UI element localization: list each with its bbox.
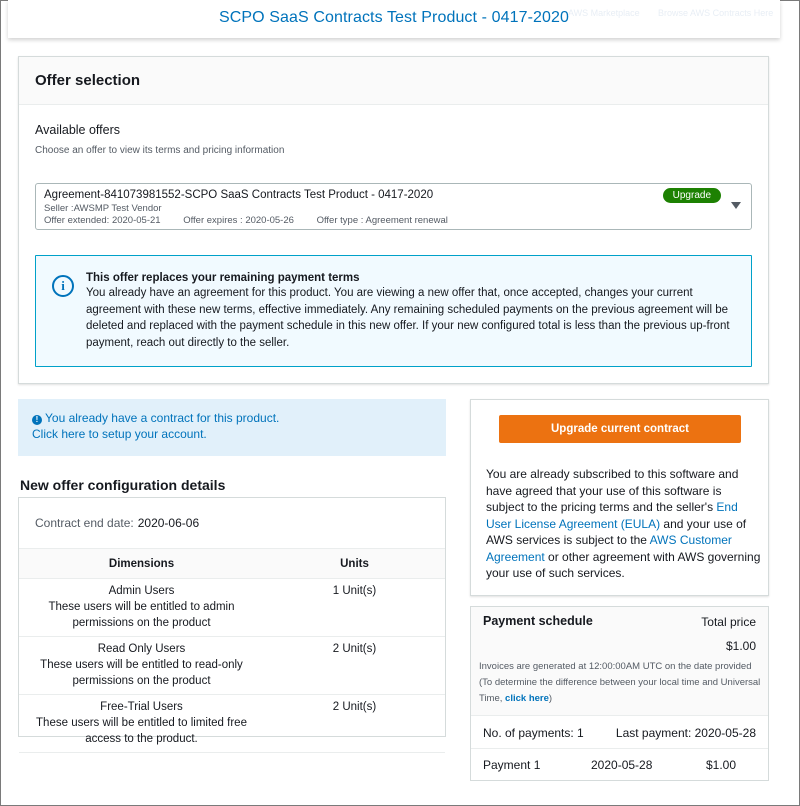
upgrade-contract-button[interactable]: Upgrade current contract — [499, 415, 741, 443]
invoice-note — [479, 659, 764, 707]
subscription-panel — [470, 399, 769, 596]
column-header-dimensions: Dimensions — [19, 549, 264, 579]
subscription-terms — [486, 466, 761, 582]
payment-schedule-panel — [470, 606, 769, 781]
offer-meta — [44, 215, 743, 226]
payment-schedule-heading: Payment schedule — [483, 614, 593, 628]
payment-name: Payment 1 — [483, 758, 541, 772]
terms-text-2: and your use of AWS services is subject to the — [486, 516, 747, 547]
total-price-label: Total price — [701, 615, 756, 629]
last-payment: Last payment: 2020-05-28 — [615, 726, 756, 740]
offer-expires: Offer expires : 2020-05-26 — [183, 215, 294, 226]
existing-contract-alert — [18, 399, 446, 456]
offer-seller: Seller :AWSMP Test Vendor — [44, 203, 162, 214]
dimension-units: 1 Unit(s) — [264, 579, 445, 637]
nav-link-marketplace[interactable]: AWS Marketplace — [568, 8, 640, 18]
total-price-value: $1.00 — [725, 639, 756, 653]
available-offers-description: Choose an offer to view its terms and pricing information — [35, 145, 285, 156]
payment-schedule-header — [471, 607, 768, 715]
setup-account-link[interactable]: Click here to setup your account. — [32, 427, 207, 441]
aws-customer-agreement-link[interactable]: AWS Customer Agreement — [486, 533, 732, 564]
existing-contract-text: You already have a contract for this product. — [45, 411, 280, 425]
payment-terms-info-box — [35, 255, 752, 367]
offer-type: Offer type : Agreement renewal — [316, 215, 448, 226]
caret-down-icon[interactable] — [731, 202, 741, 209]
info-body: You already have an agreement for this product. You are viewing a new offer that, once accepted, changes your current agreement with these new terms, effective immediately. Any remaining scheduled payments on the previous agreement will be deleted and replaced with the payment schedule in this new offer. If your new configured total is less than the previous up-front payment, reach out directly to the seller. — [86, 287, 730, 349]
top-bar — [8, 0, 780, 38]
dimension-description: These users will be entitled to read-only permissions on the product — [40, 659, 243, 687]
dimension-description: These users will be entitled to admin permissions on the product — [48, 601, 235, 629]
terms-text-3: or other agreement with AWS governing your use of such services. — [486, 549, 761, 580]
product-title: SCPO SaaS Contracts Test Product - 0417-2020 — [218, 9, 570, 26]
payment-summary — [471, 715, 768, 749]
invoice-note-text: Invoices are generated at 12:00:00AM UTC on the date provided (To determine the difference between your local time and Universal Time, — [479, 661, 761, 704]
column-header-units: Units — [264, 549, 445, 579]
terms-text-1: You are already subscribed to this software and have agreed that your use of this software is subject to the pricing terms and the seller's — [486, 467, 739, 514]
nav-link-contracts[interactable]: Browse AWS Contracts Here — [658, 8, 774, 18]
payment-row — [471, 749, 768, 780]
available-offers-label: Available offers — [35, 123, 121, 137]
offer-selection-panel — [18, 56, 769, 384]
upgrade-badge: Upgrade — [663, 188, 721, 203]
table-row — [19, 637, 445, 695]
dimension-description: These users will be entitled to limited free access to the product. — [36, 717, 247, 745]
exclamation-icon: ! — [32, 415, 42, 425]
contract-end-label: Contract end date: — [35, 516, 134, 530]
offer-name: Agreement-841073981552-SCPO SaaS Contracts Test Product - 0417-2020 — [44, 189, 434, 201]
dimension-name: Free-Trial Users — [100, 701, 183, 713]
table-row — [19, 579, 445, 637]
dimension-units: 2 Unit(s) — [264, 637, 445, 695]
info-icon: i — [52, 275, 74, 297]
contract-end — [35, 516, 199, 530]
info-title: This offer replaces your remaining payment terms — [86, 272, 360, 284]
dimension-units: 2 Unit(s) — [264, 695, 445, 753]
offer-selection-heading: Offer selection — [35, 72, 141, 89]
new-offer-heading: New offer configuration details — [20, 477, 226, 493]
table-row — [19, 695, 445, 753]
offer-selection-header — [19, 57, 768, 105]
offer-extended: Offer extended: 2020-05-21 — [44, 215, 161, 226]
eula-link[interactable]: End User License Agreement (EULA) — [486, 500, 738, 531]
dimension-name: Admin Users — [108, 585, 175, 597]
timezone-help-link[interactable]: click here — [505, 693, 549, 704]
dimension-name: Read Only Users — [97, 643, 186, 655]
invoice-note-end: ) — [548, 693, 553, 704]
new-offer-panel — [18, 497, 446, 745]
contract-end-value: 2020-06-06 — [137, 516, 200, 530]
number-of-payments: No. of payments: 1 — [483, 726, 584, 740]
payment-amount: $1.00 — [705, 758, 736, 772]
offer-select-dropdown[interactable] — [35, 183, 752, 230]
dimensions-table — [19, 548, 445, 753]
payment-date: 2020-05-28 — [591, 758, 653, 772]
